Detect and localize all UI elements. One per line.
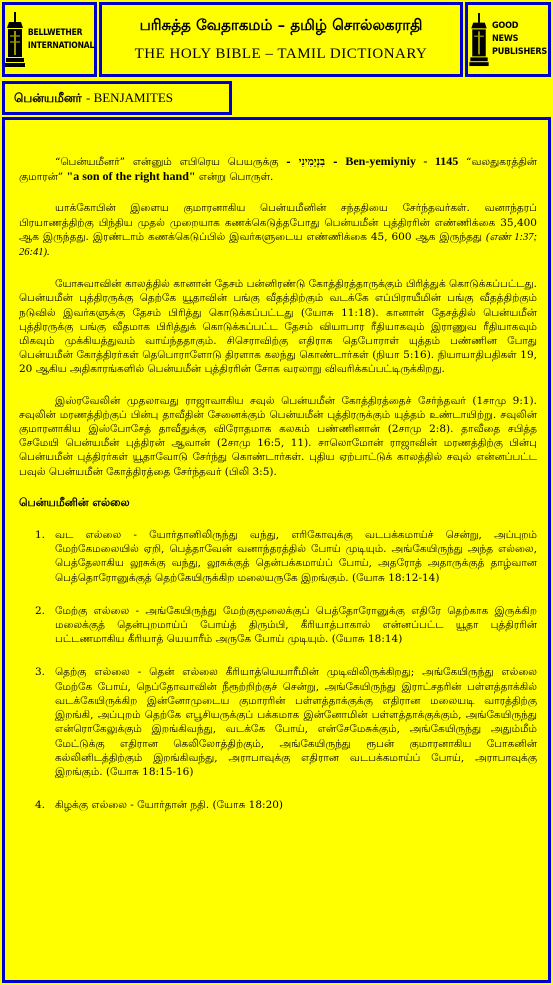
paragraph-history: இஸ்ரவேலின் முதலாவது ராஜாவாகிய சவுல் பென்யமீன் கோத்திரத்தைச் சேர்ந்தவர் (1சாமு 9:1). சவுலின் மரணத்திற்குப் பின்பு தாவீதின் சேனைக்கும் பென்யமீன் புத்திரருக்கும் யுத்தம் உண்டாயிற்று. சவுலின் குமாரனாகிய இஸ்போசேத் தாவீதுக்கு விரோதமாக கலகம் பண்ணினான் (2சாமு 2:8). தாவீதை சபித்த சேமேயி பென்யமீன் புத்திரன் ஆவான் (2சாமு 16:5, 11). சாலொமோன் ராஜாவின் மரணத்திற்கு பின்பு பென்யமீன் புத்திரர்கள் யூதாவோடு சேர்ந்து கொண்டார்கள். புதிய ஏற்பாட்டுக் காலத்தில் சவுல் என்னப்பட்ட பவுல் பென்யமீன் கோத்திரத்தை சேர்ந்தவர் (பிலி 3:5). xyxy=(19,394,537,478)
list-item-number: 2. xyxy=(35,604,46,617)
list-item-text: கிழக்கு எல்லை - யோர்தான் நதி. (யோசு 18:20) xyxy=(55,799,284,812)
logo-right-line1: GOOD NEWS xyxy=(491,21,519,44)
list-item-number: 3. xyxy=(35,666,46,679)
title-english: THE HOLY BIBLE – TAMIL DICTIONARY xyxy=(134,46,428,62)
borders-list xyxy=(19,528,537,812)
headword-tamil: பென்யமீனர் xyxy=(14,91,82,105)
paragraph-census-ref: (எண் 1:37; 26:41). xyxy=(19,231,538,259)
book-icon xyxy=(469,13,489,67)
entry-body xyxy=(2,117,551,983)
intro-text-3: என்று பொருள். xyxy=(198,171,274,184)
paragraph-census xyxy=(19,201,537,260)
intro-text-2: “வலதுகரத்தின் குமாரன்” xyxy=(19,156,537,184)
intro-paragraph xyxy=(19,154,537,184)
list-item xyxy=(19,798,537,812)
publisher-logo-right xyxy=(465,2,551,77)
headword xyxy=(5,84,229,107)
title-banner xyxy=(99,2,463,77)
logo-left-line1: BELLWETHER xyxy=(27,27,83,38)
list-item-number: 4. xyxy=(35,799,46,812)
headword-box xyxy=(2,81,232,115)
book-icon xyxy=(5,12,25,68)
list-item xyxy=(19,528,537,585)
title-tamil: பரிசுத்த வேதாகமம் – தமிழ் சொல்லகராதி xyxy=(139,16,423,34)
borders-heading: பென்யமீனின் எல்லை xyxy=(19,495,130,509)
list-item-number: 1. xyxy=(35,529,46,542)
list-item xyxy=(19,604,537,647)
list-item-text: வட எல்லை - யோர்தானிலிருந்து வந்து, எரிகோவுக்கு வடபக்கமாய்ச் சென்று, அப்புறம் மேற்கேமலையில் ஏறி, பெத்தாவேன் வனாந்தரத்தில் போய் முடியும். அங்கேயிருந்து அந்த எல்லை, பெத்தேலாகிய லூசுக்கு வந்து, லூசுக்குத் தென்பக்கமாய்ப் போய், அதரோத் அதாருக்குத் தாழ்வான பெத்தொரோனுக்குத் தெற்கேயிருக்கிற மலையருகே இறங்கும். (யோசு 18:12-14) xyxy=(55,529,537,584)
paragraph-territory: யோசுவாவின் காலத்தில் கானான் தேசம் பன்னிரண்டு கோத்திரத்தாருக்கும் பிரித்துக் கொடுக்கப்பட்டது. பென்யமீன் புத்திரருக்கு தெற்கே யூதாவின் பங்கு வீதத்திற்கும் வடக்கே எப்பிராயீமின் பங்கு வீதத்திற்கும் நடுவில் இவர்களுக்கு தேசம் பிரித்து கொடுக்கப்பட்டது (யோசு 11:18). கானான் தேசத்தில் பென்யமீன் புத்திரருக்கு பங்கு வீதமாக பிரித்துக் கொடுக்கப்பட்ட தேசம் வியாபார ரீதியாகவும் இராணுவ ரீதியாகவும் மிகவும் முக்கியத்துவம் வாய்ந்ததாகும். சிசெராவிற்கு எதிராக தெபோராள் யுத்தம் பண்ணின போது பென்யமீன் கோத்திரர்கள் தெபொராளோடு திரளாக கலந்து கொண்டார்கள் (நியா 5:16). நியாயாதிபதிகள் 19, 20 ஆகிய அதிகாரங்களில் பென்யமீன் புத்திரரின் சோக வரலாறு விவரிக்கப்பட்டிருக்கிறது. xyxy=(19,278,537,376)
paragraph-census-text: யாக்கோபின் இளைய குமாரனாகிய பென்யமீனின் சந்ததியை சேர்ந்தவர்கள். வனாந்தரப் பிரயாணத்திற்கு பிந்திய முதல் முறையாக கணக்கெடுத்தபோது பென்யமீன் புத்திரரின் எண்ணிக்கை 35,400 ஆக இருந்தது. இரண்டாம் கணக்கெடுப்பில் இவர்களுடைய எண்ணிக்கை 45, 600 ஆக இருந்தது xyxy=(19,202,537,243)
list-item xyxy=(19,665,537,779)
hebrew-word: - בִנְיָמִינִי - xyxy=(286,156,338,168)
logo-right-line2: PUBLISHERS xyxy=(491,47,548,57)
meaning-english: "a son of the right hand" xyxy=(66,169,196,184)
list-item-text: தெற்கு எல்லை - தென் எல்லை கீரியாத்யெயாரீமின் முடிவிலிருக்கிறது; அங்கேயிருந்து எல்லை மேற்கே போய், நெப்தோவாவின் நீரூற்றிற்குச் சென்று, அங்கேயிருந்து இராட்சதரின் பள்ளத்தாக்கில் வடக்கேயிருக்கிற இன்னோமுடைய குமாரரின் பள்ளத்தாக்குக்கு எதிரான மலையடி வாரத்திற்கு இறங்கி, அப்புறம் தெற்கே எபூசியருக்குப் பக்கமாக இன்னோமின் பள்ளத்தாக்குக்கும், அங்கேயிருந்து என்ரொகேலுக்கும் இறங்கிவந்து, வடக்கே போய், என்சேமேசுக்கும், அங்கேயிருந்து அதும்மீம் மேட்டுக்கு எதிரான கெலிலோத்திற்கும், அங்கேயிருந்து ரூபன் குமாரனாகிய போகனின் கல்லினிடத்திற்கும் இறங்கிவந்து, அராபாவுக்கு எதிரான வடபக்கமாய்ப் போய், அராபாவுக்கு இறங்கும். (யோசு 18:15-16) xyxy=(55,666,537,778)
list-item-text: மேற்கு எல்லை - அங்கேயிருந்து மேற்குமூலைக்குப் பெத்தோரோனுக்கு எதிரே தெற்காக இருக்கிற மலைக்குத் தென்புறமாய்ப் போய்த் திரும்பி, கீரியாத்பாகால் என்னப்பட்ட யூதா புத்திரரின் பட்டணமாகிய கீரியாத் யெயாரீம் அருகே போய் முடியும். (யோசு 18:14) xyxy=(55,604,537,646)
headword-english: - BENJAMITES xyxy=(85,90,174,105)
entry-content xyxy=(19,154,537,831)
intro-text-1: “பென்யமீனர்” என்னும் எபிரெய பெயருக்கு xyxy=(55,156,279,168)
logo-left-line2: INTERNATIONAL xyxy=(27,40,95,51)
transliteration: Ben-yemiyniy - 1145 xyxy=(345,154,459,168)
publisher-logo-left xyxy=(2,2,97,77)
